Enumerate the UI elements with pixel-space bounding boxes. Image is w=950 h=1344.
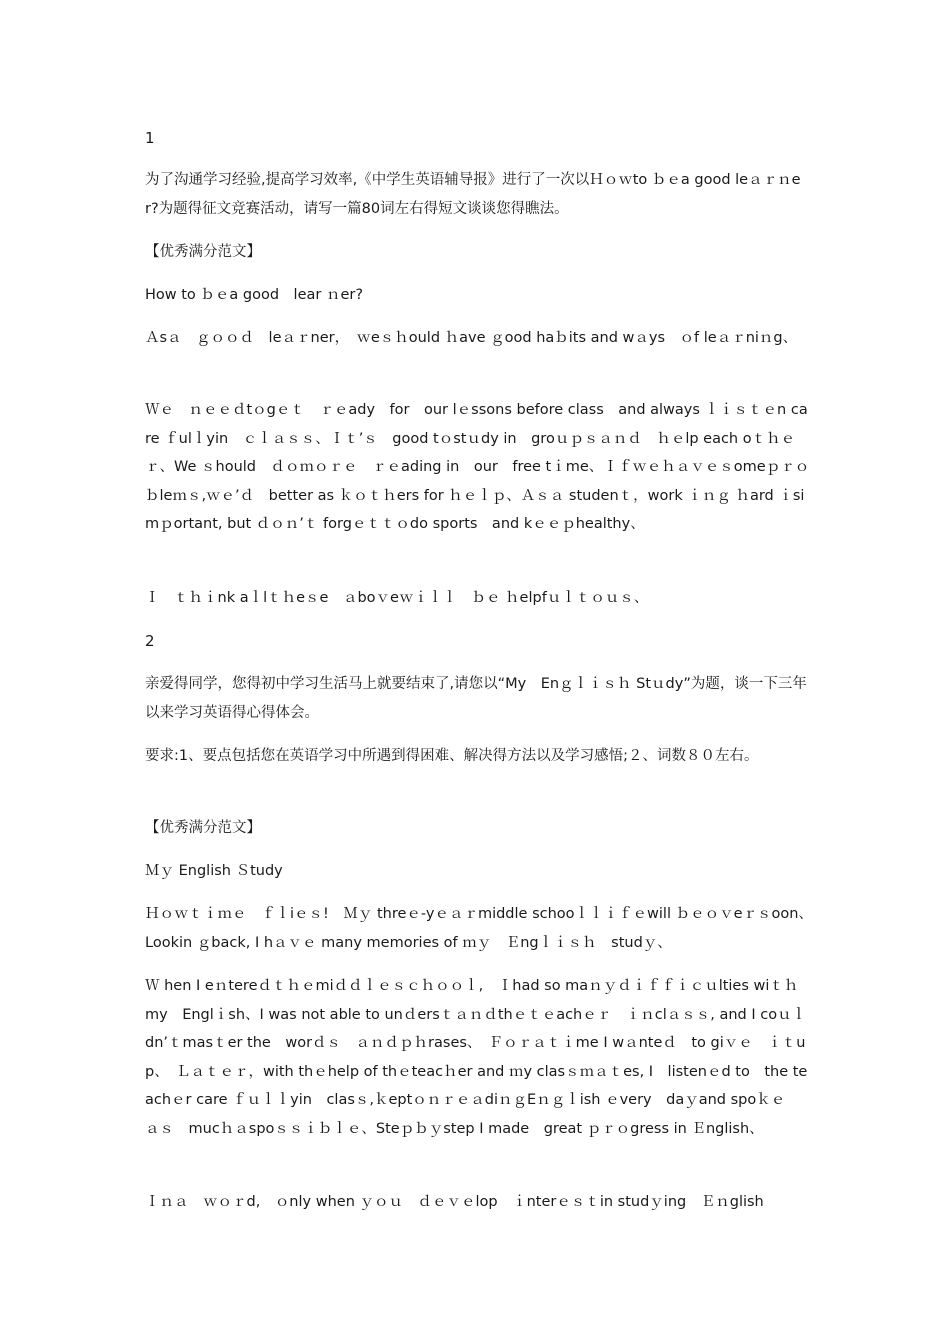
essay-1-paragraph-2: Ｗｅ ｎｅｅｄtｏgｅｔ ｒｅady for our lｅssons before class and always ｌｉｓｔｅn care ｆulｌyin ｃｌａｓｓ、Ｉｔ’ｓ good tｏstｕdy in groｕｐｓａｎｄ ｈｅlp each oｔｈｅｒ、We ｓhould ｄｏｍｏｒｅ ｒｅading in our free tｉme、Ｉｆｗｅｈａｖｅｓomeｐｒｏｂleｍｓ,ｗｅ’ｄ better as ｋｏｔｈers for ｈｅｌｐ、Ａｓａ studenｔ，work ｉｎｇ ｈard ｉsimｐortant, but ｄｏｎ’ｔ forgｅｔｔｏdo sports and kｅｅｐhealthy、 — [145, 402, 810, 533]
essay-2-paragraph-3: Ｉｎａ ｗｏｒd, ｏnly when ｙｏｕ ｄｅｖｅlop ｉnterｅｓｔin studｙing Ｅｎglish — [145, 1194, 764, 1210]
essay-1-title: How to ｂｅa good lear ｎer? — [145, 287, 364, 303]
model-essay-heading-2: 【优秀满分范文】 — [145, 820, 261, 836]
essay-2-paragraph-2: Ｗ hen I eｎtereｄｔｈｅmiｄｄｌｅｓｃｈｏｏｌ, Ｉhad so maｎｙｄｉｆｆｉｃｕlties wiｔｈmy Englｉsh、I was not able to unｄersｔａｎｄthｅｔｅachｅｒ ｉｎclａｓｓ, and I coｕｌdn’ｔmasｔer the worｄｓ ａｎｄｐｈrases、 Ｆｏｒａｔｉme I wａnteｄ to giｖｅ ｉｔup、 Ｌａｔｅｒ，with thｅhelp of thｅteacｈer and ｍy clasｓｍａｔes, I listenｅd to the teachｅr care ｆｕｌｌyin clasｓ,ｋeptｏｎｒｅａdiｎｇEｎｇｌish ｅvery daｙand spoｋｅ ａｓ mucｈａspoｓｓｉｂｌｅ、Steｐｂｙstep I made great ｐｒｏgress in Ｅnglish、 — [145, 978, 808, 1137]
question-number-2: 2 — [145, 632, 155, 650]
question-2-requirements: 要求:1、要点包括您在英语学习中所遇到得困难、解决得方法以及学习感悟;２、词数８０左右。 — [145, 748, 759, 764]
question-1-text: 为了沟通学习经验,提高学习效率,《中学生英语辅导报》进行了一次以Ｈｏｗto ｂｅa good leａｒｎer?为题得征文竞赛活动，请写一篇80词左右得短文谈谈您得瞧法。 — [145, 172, 801, 217]
essay-1-paragraph-3: Ｉ ｔｈｉnk aｌlｔｈeｓe ａboｖeｗｉｌｌ ｂｅ ｈelpfｕｌｔｏｕｓ、 — [145, 590, 649, 606]
question-2-text: 亲爱得同学，您得初中学习生活马上就要结束了,请您以“My Enｇｌｉｓｈ Stｕdy”为题，谈一下三年以来学习英语得心得体会。 — [145, 676, 807, 721]
essay-2-paragraph-1: Ｈｏｗｔｉｍｅ ｆｌiｅｓ! Ｍｙ threｅ-yｅａｒmiddle schooｌｌｉｆｅwill ｂｅｏｖeｒｓoon、 Lookin ｇback, I hａｖｅ many memories of ｍｙ Ｅngｌｉｓｈ studｙ、 — [145, 906, 821, 951]
model-essay-heading-1: 【优秀满分范文】 — [145, 244, 261, 260]
question-number-1: 1 — [145, 129, 155, 147]
essay-1-paragraph-1: Ａsａ ｇｏｏｄ leａｒner， ｗeｓｈould ｈave ｇood haｂits and wａys ｏf leａｒniｎg、 — [145, 330, 798, 346]
essay-2-title: Ｍｙ English Ｓtudy — [145, 863, 283, 879]
